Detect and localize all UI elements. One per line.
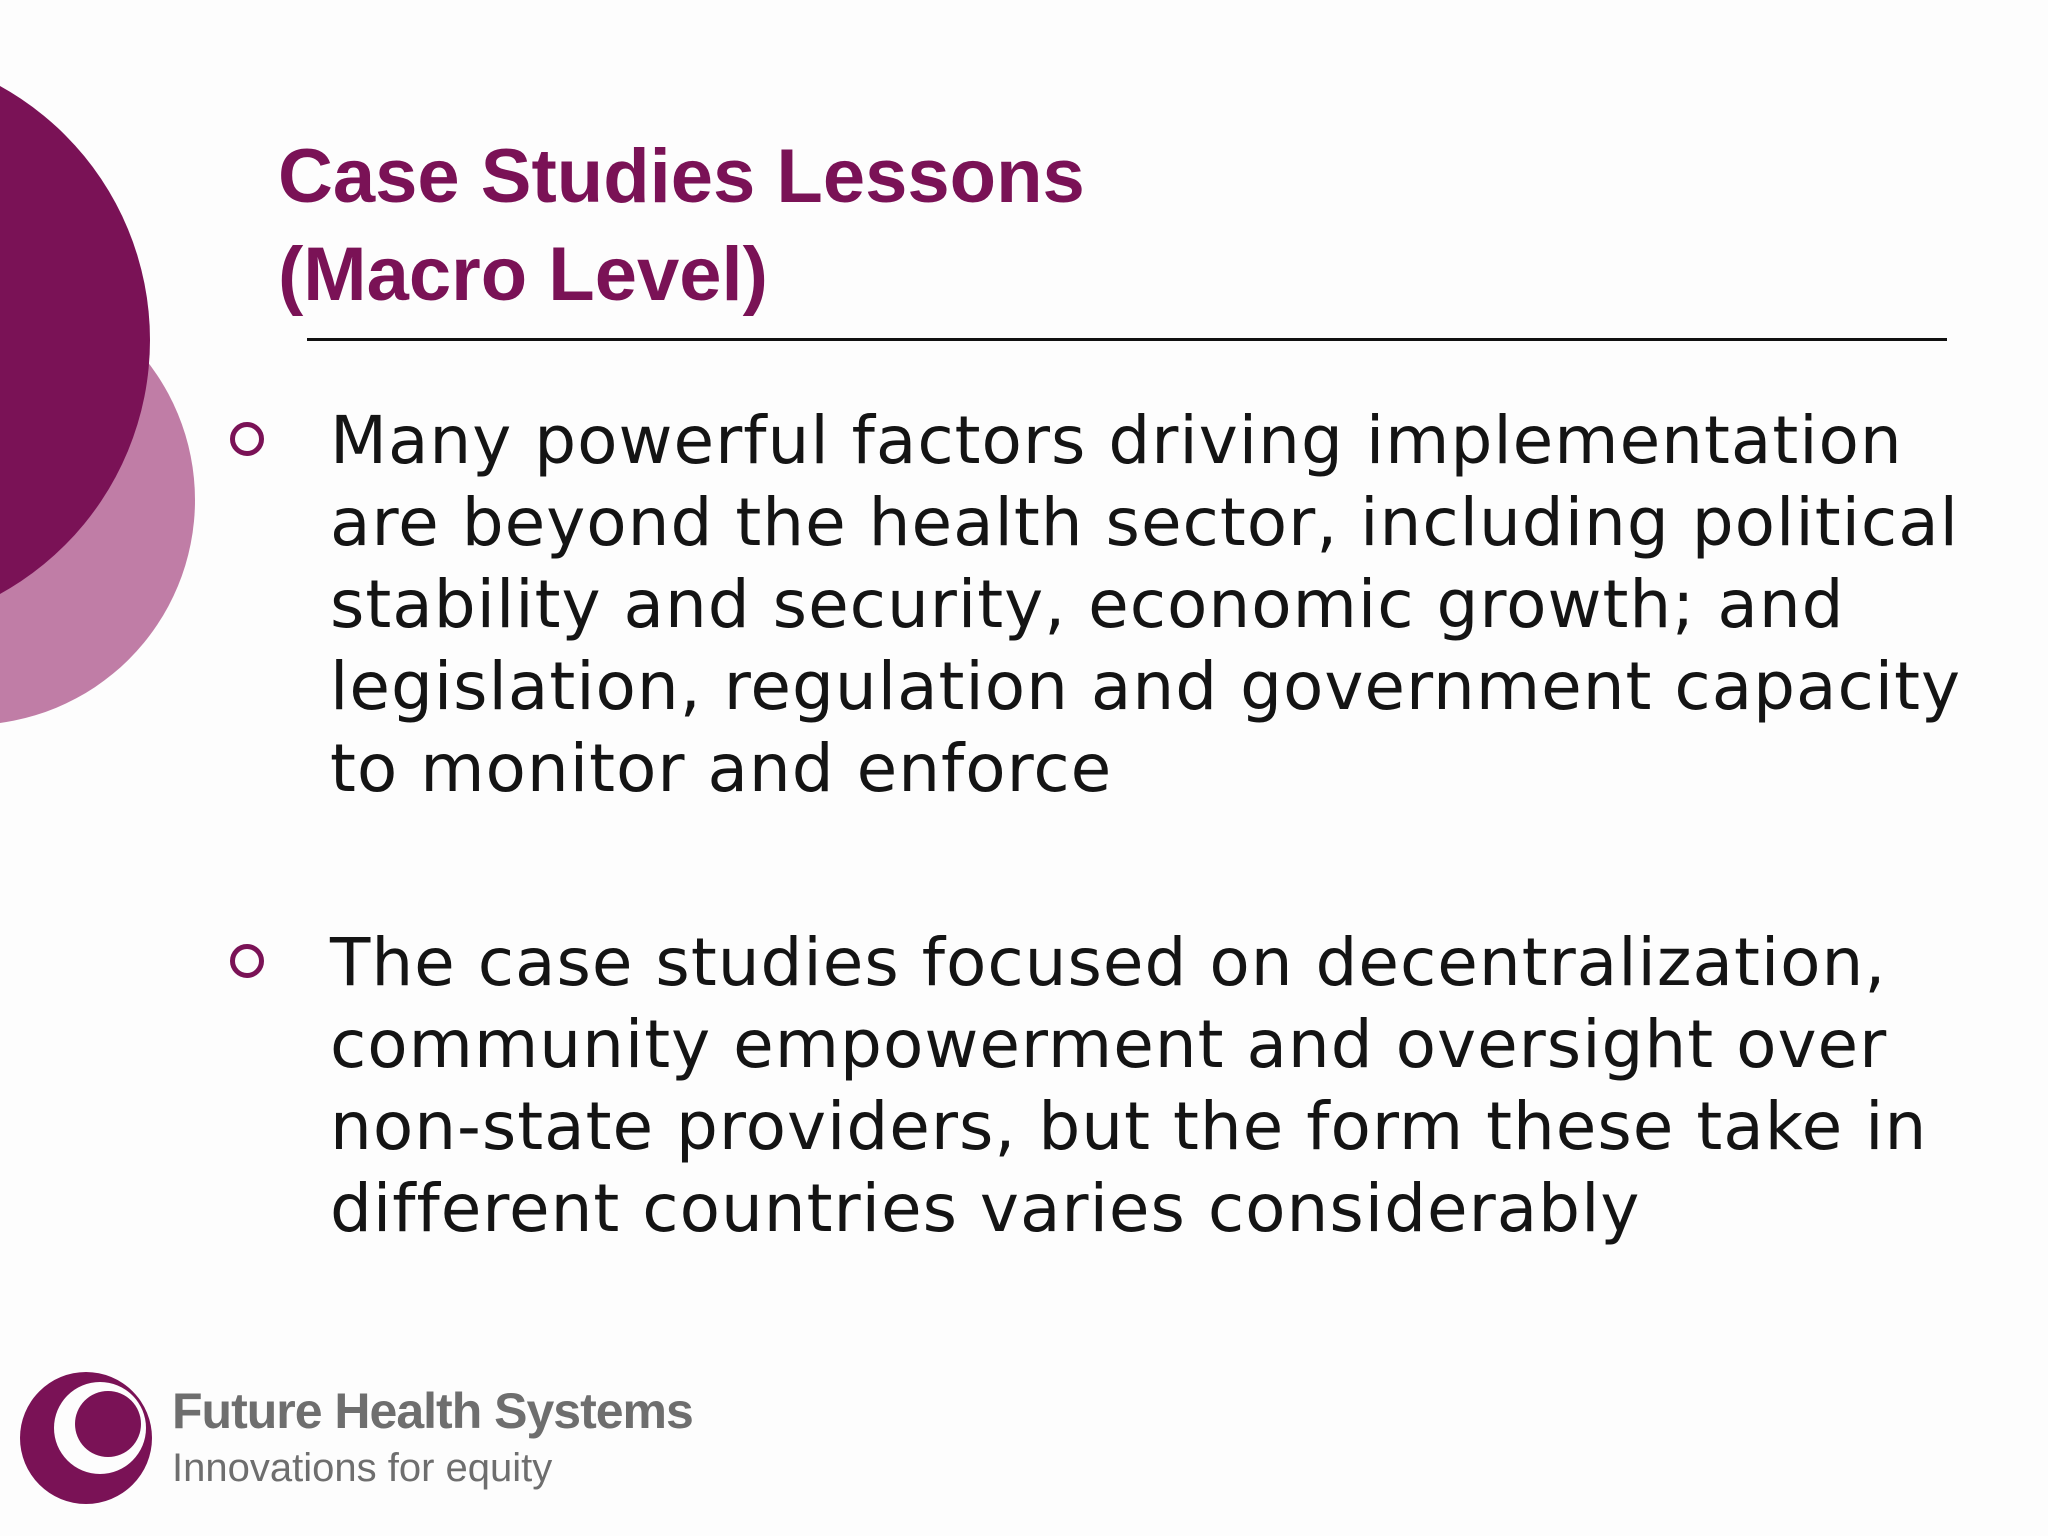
- decorative-circles: [0, 0, 220, 800]
- hollow-circle-bullet-icon: [230, 944, 264, 978]
- logo-name: Future Health Systems: [172, 1383, 693, 1439]
- logo-tagline: Innovations for equity: [172, 1446, 553, 1490]
- slide-title: [278, 128, 1085, 324]
- title-divider: [307, 338, 1947, 341]
- hollow-circle-bullet-icon: [230, 422, 264, 456]
- bullet-text: The case studies focused on decentralization, community empowerment and oversight over non-state providers, but the form these take in different countries varies considerably: [330, 924, 1928, 1247]
- slide-title-line-1: Case Studies Lessons: [278, 134, 1085, 219]
- slide-title-line-2: (Macro Level): [278, 232, 768, 317]
- bullet-text: Many powerful factors driving implementation are beyond the health sector, including political stability and security, economic growth; and legislation, regulation and government capacity to monitor and enforce: [330, 402, 1962, 807]
- logo-text: [172, 1380, 693, 1494]
- crescent-circle-logo-icon: [18, 1368, 158, 1508]
